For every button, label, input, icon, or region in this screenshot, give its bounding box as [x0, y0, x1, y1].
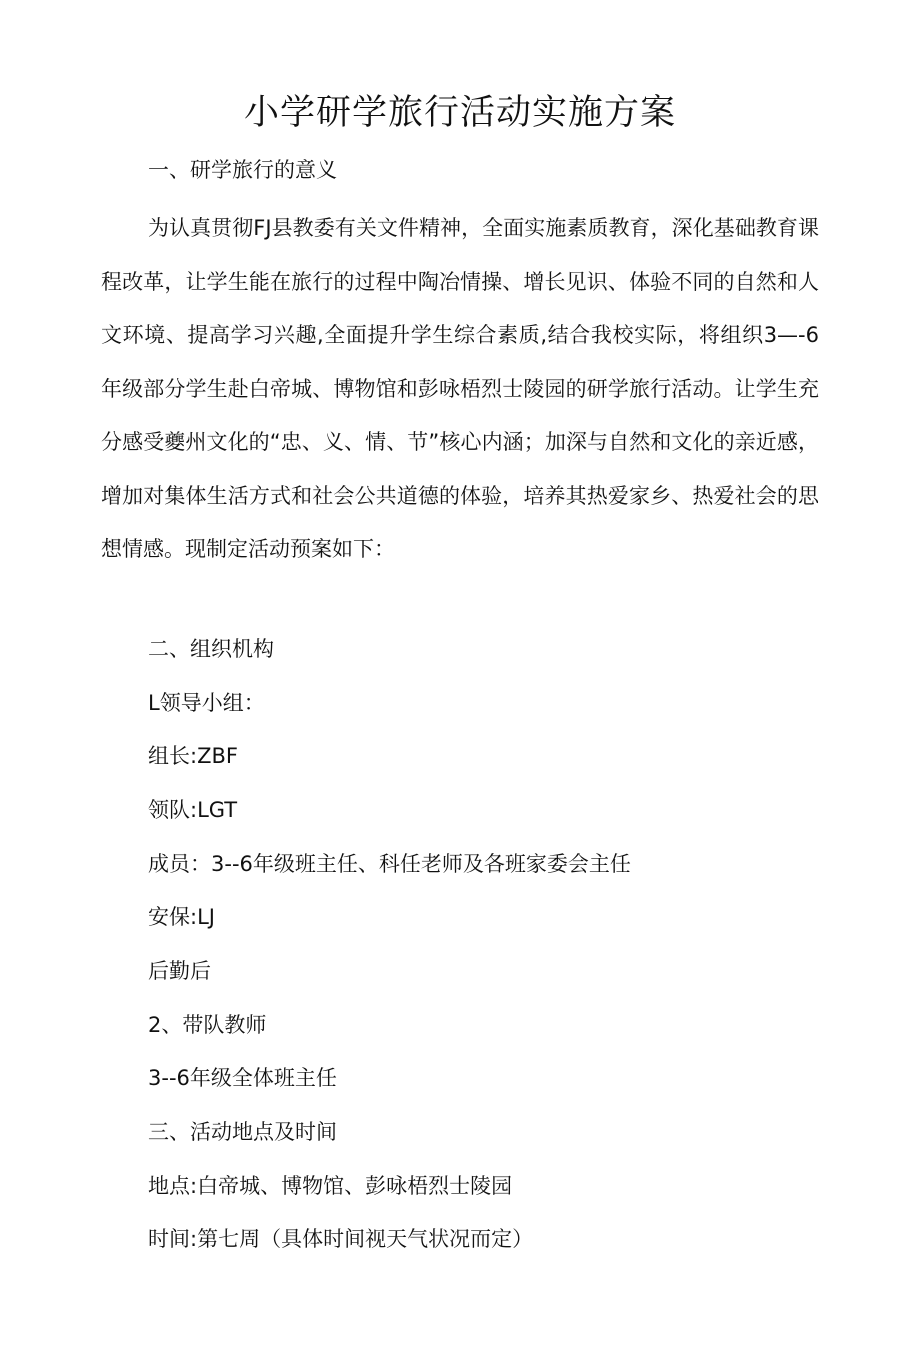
logistics-line: 后勤后: [148, 959, 211, 983]
time-line: 时间:第七周（具体时间视天气状况而定）: [148, 1227, 534, 1251]
teachers-line: 3--6年级全体班主任: [148, 1066, 337, 1090]
document-title: 小学研学旅行活动实施方案: [243, 93, 676, 133]
section1-heading: 一、研学旅行的意义: [148, 158, 337, 182]
leadership-group-label: L领导小组：: [148, 691, 265, 715]
section3-heading: 三、活动地点及时间: [148, 1120, 337, 1144]
teachers-heading: 2、带队教师: [148, 1013, 267, 1037]
team-lead-line: 领队:LGT: [148, 798, 238, 822]
location-line: 地点:白帝城、博物馆、彭咏梧烈士陵园: [148, 1174, 513, 1198]
leader-line: 组长:ZBF: [148, 744, 238, 768]
section1-paragraph: 为认真贯彻FJ县教委有关文件精神，全面实施素质教育，深化基础教育课程改革，让学生能在旅行的过程中陶冶情操、增长见识、体验不同的自然和人文环境、提高学习兴趣,全面提升学生综合素质,结合我校实际，将组织3—-6年级部分学生赴白帝城、博物馆和彭咏梧烈士陵园的研学旅行活动。让学生充分感受夔州文化的“忠、义、情、节”核心内涵；加深与自然和文化的亲近感，增加对集体生活方式和社会公共道德的体验，培养其热爱家乡、热爱社会的思想情感。现制定活动预案如下：: [101, 216, 819, 561]
security-line: 安保:LJ: [148, 905, 215, 929]
members-line: 成员：3--6年级班主任、科任老师及各班家委会主任: [148, 852, 631, 876]
section2-heading: 二、组织机构: [148, 637, 274, 661]
